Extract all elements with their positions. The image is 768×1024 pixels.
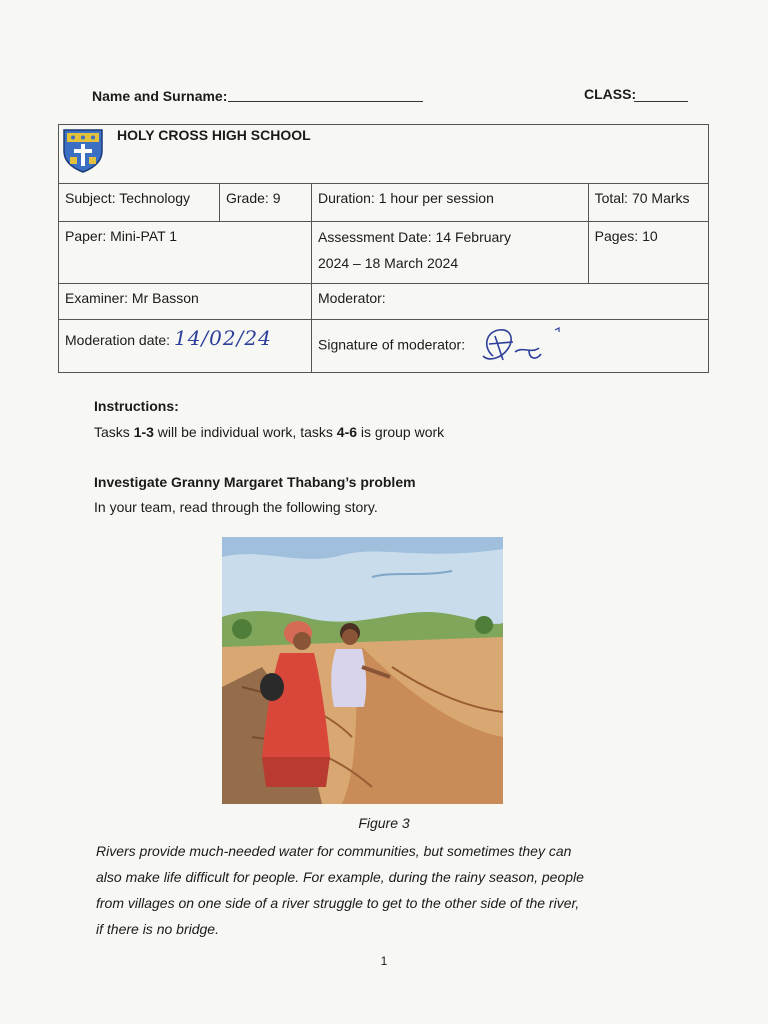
assessment-date-cell (312, 222, 589, 284)
name-surname-line (228, 101, 423, 102)
story-line: if there is no bridge. (96, 921, 219, 937)
moderator-signature-cell (312, 320, 709, 373)
school-header-cell (59, 125, 709, 184)
assessment-date-line1: Assessment Date: 14 February (318, 229, 511, 245)
duration-cell: Duration: 1 hour per session (312, 184, 589, 222)
exam-info-table (58, 124, 709, 373)
story-line: Rivers provide much-needed water for communities, but sometimes they can (96, 843, 572, 859)
class-label: CLASS: (584, 86, 637, 102)
examiner-cell: Examiner: Mr Basson (59, 284, 312, 320)
school-crest-logo (61, 127, 105, 173)
name-surname-label: Name and Surname: (92, 88, 228, 104)
story-illustration (222, 537, 503, 804)
assessment-date-line2: 2024 – 18 March 2024 (318, 255, 459, 271)
grade-cell: Grade: 9 (220, 184, 312, 222)
pages-cell: Pages: 10 (588, 222, 708, 284)
moderator-cell: Moderator: (312, 284, 709, 320)
figure-caption: Figure 3 (358, 815, 410, 831)
class-line (634, 101, 688, 102)
moderation-date-handwritten: 14/02/24 (173, 326, 272, 350)
investigate-heading: Investigate Granny Margaret Thabang’s problem (94, 474, 416, 490)
total-cell: Total: 70 Marks (588, 184, 708, 222)
moderator-signature (475, 326, 565, 366)
school-name: HOLY CROSS HIGH SCHOOL (117, 127, 311, 143)
instructions-text: Tasks 1-3 will be individual work, tasks 4-6 is group work (94, 424, 445, 440)
paper-cell: Paper: Mini-PAT 1 (59, 222, 312, 284)
moderation-date-cell (59, 320, 312, 373)
subject-cell: Subject: Technology (59, 184, 220, 222)
page-number: 1 (380, 954, 388, 968)
investigate-text: In your team, read through the following story. (94, 499, 378, 515)
story-line: also make life difficult for people. For example, during the rainy season, people (96, 869, 584, 885)
story-line: from villages on one side of a river struggle to get to the other side of the river, (96, 895, 580, 911)
story-paragraph (96, 838, 656, 942)
moderation-date-label: Moderation date: (65, 332, 171, 348)
instructions-heading: Instructions: (94, 398, 179, 414)
signature-label: Signature of moderator: (318, 336, 466, 353)
